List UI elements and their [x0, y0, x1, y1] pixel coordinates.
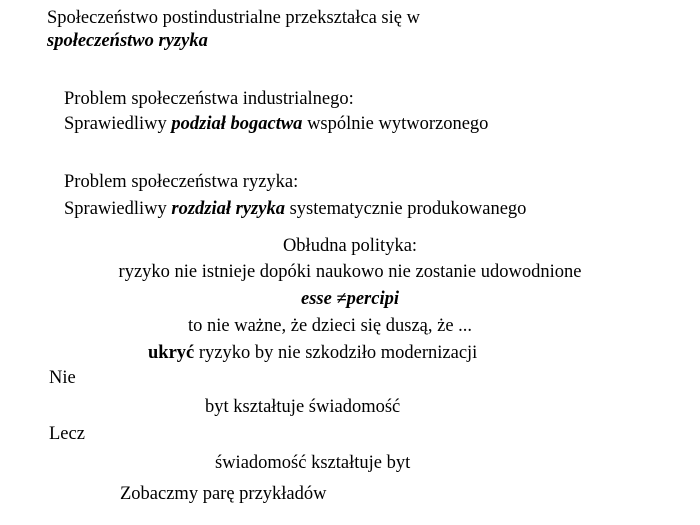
contrast-but-label: Lecz — [49, 424, 85, 444]
risk-heading: Problem społeczeństwa ryzyka: — [64, 172, 299, 192]
industrial-suffix: wspólnie wytworzonego — [302, 114, 489, 134]
industrial-statement — [64, 115, 488, 134]
risk-prefix: Sprawiedliwy — [64, 199, 172, 219]
closing-text: Zobaczmy parę przykładów — [120, 484, 327, 504]
hide-suffix: ryzyko by nie szkodziło modernizacji — [194, 343, 478, 363]
politics-heading: Obłudna polityka: — [282, 236, 418, 256]
contrast-not-label: Nie — [49, 368, 76, 388]
risk-statement — [64, 200, 526, 219]
politics-line1: ryzyko nie istnieje dopóki naukowo nie zostanie udowodnione — [118, 262, 582, 282]
politics-formula: esse ≠percipi — [300, 289, 399, 309]
risk-emphasis: rozdział ryzyka — [171, 199, 285, 219]
politics-line2: to nie ważne, że dzieci się duszą, że ... — [188, 316, 473, 336]
intro-emphasis: społeczeństwo ryzyka — [47, 31, 208, 51]
politics-hide-statement — [148, 344, 477, 363]
hide-emphasis: ukryć — [148, 343, 195, 363]
industrial-emphasis: podział bogactwa — [171, 114, 303, 134]
industrial-heading: Problem społeczeństwa industrialnego: — [64, 89, 354, 109]
risk-suffix: systematycznie produkowanego — [284, 199, 527, 219]
intro-text: Społeczeństwo postindustrialne przekształca się w — [47, 8, 420, 28]
contrast-but-statement: świadomość kształtuje byt — [215, 453, 411, 473]
contrast-not-statement: byt kształtuje świadomość — [205, 397, 401, 417]
industrial-prefix: Sprawiedliwy — [64, 114, 172, 134]
